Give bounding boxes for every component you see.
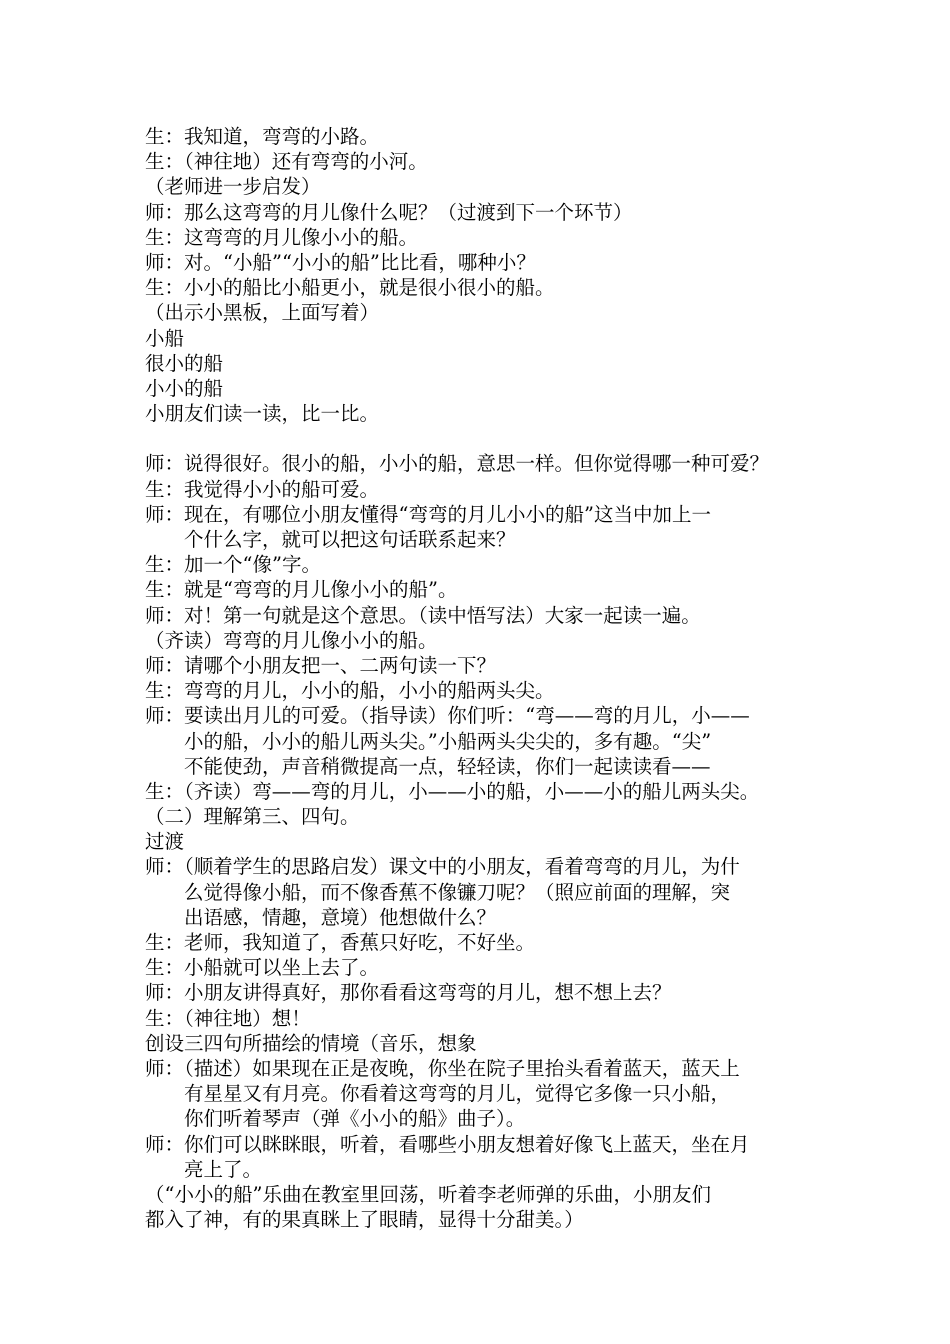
text-line: 都入了神，有的果真眯上了眼睛，显得十分甜美。） — [145, 1208, 584, 1232]
text-line: 师：那么这弯弯的月儿像什么呢？（过渡到下一个环节） — [145, 200, 633, 224]
text-line: 生：加一个“像”字。 — [145, 553, 321, 577]
text-line: 师：（描述）如果现在正是夜晚，你坐在院子里抬头看着蓝天，蓝天上 — [145, 1056, 740, 1080]
text-line: 师：说得很好。很小的船，小小的船，意思一样。但你觉得哪一种可爱？ — [145, 452, 770, 476]
text-line: 个什么字，就可以把这句话联系起来？ — [184, 528, 516, 551]
text-line: 生：弯弯的月儿，小小的船，小小的船两头尖。 — [145, 679, 555, 703]
text-line: 生：这弯弯的月儿像小小的船。 — [145, 225, 419, 249]
text-line: 生：（齐读）弯——弯的月儿，小——小的船，小——小的船儿两头尖。 — [145, 779, 760, 803]
text-line: 你们听着琴声（弹《小小的船》曲子）。 — [184, 1107, 526, 1131]
text-line: 亮上了。 — [184, 1157, 263, 1181]
text-line: 师：对！第一句就是这个意思。（读中悟写法）大家一起读一遍。 — [145, 603, 701, 627]
text-line: 生：（神往地）想！ — [145, 1006, 311, 1030]
blank-line — [145, 426, 825, 451]
text-line: 师：（顺着学生的思路启发）课文中的小朋友，看着弯弯的月儿，为什 — [145, 855, 740, 879]
text-line: 生：（神往地）还有弯弯的小河。 — [145, 150, 428, 174]
text-line: 小朋友们读一读，比一比。 — [145, 402, 380, 426]
text-line: （齐读）弯弯的月儿像小小的船。 — [145, 628, 438, 652]
text-line: 不能使劲，声音稍微提高一点，轻轻读，你们一起读读看—— — [184, 754, 711, 778]
text-line: 小小的船 — [145, 376, 224, 400]
text-line: 生：我知道，弯弯的小路。 — [145, 125, 380, 148]
text-line: （二）理解第三、四句。 — [145, 805, 360, 829]
text-line: 么觉得像小船，而不像香蕉不像镰刀呢？（照应前面的理解，突 — [184, 880, 731, 904]
text-line: 过渡 — [145, 830, 185, 854]
text-line: 师：对。“小船”“小小的船”比比看，哪种小？ — [145, 250, 536, 274]
text-line: 生：小小的船比小船更小，就是很小很小的船。 — [145, 276, 555, 300]
text-line: 出语感，情趣，意境）他想做什么？ — [184, 905, 497, 929]
text-line: 师：小朋友讲得真好，那你看看这弯弯的月儿，想不想上去？ — [145, 981, 672, 1005]
text-line: 师：现在，有哪位小朋友懂得“弯弯的月儿小小的船”这当中加上一 — [145, 502, 711, 526]
text-line: （出示小黑板，上面写着） — [145, 301, 380, 325]
text-line: 很小的船 — [145, 351, 224, 375]
text-line: 生：就是“弯弯的月儿像小小的船”。 — [145, 578, 458, 602]
text-line: 小船 — [145, 326, 185, 350]
text-line: 师：你们可以眯眯眼，听着，看哪些小朋友想着好像飞上蓝天，坐在月 — [145, 1132, 750, 1156]
text-line: 师：要读出月儿的可爱。（指导读）你们听：“弯——弯的月儿，小—— — [145, 704, 750, 728]
text-line: （“小小的船”乐曲在教室里回荡，听着李老师弹的乐曲，小朋友们 — [145, 1182, 711, 1206]
text-line: 师：请哪个小朋友把一、二两句读一下？ — [145, 653, 497, 677]
text-line: 创设三四句所描绘的情境（音乐，想象 — [145, 1031, 477, 1055]
text-line: 有星星又有月亮。你看着这弯弯的月儿，觉得它多像一只小船， — [184, 1082, 731, 1106]
text-line: 小的船，小小的船儿两头尖。”小船两头尖尖的，多有趣。“尖” — [184, 729, 712, 753]
text-line: 生：我觉得小小的船可爱。 — [145, 477, 380, 501]
text-line: 生：老师，我知道了，香蕉只好吃，不好坐。 — [145, 931, 536, 954]
text-line: 生：小船就可以坐上去了。 — [145, 956, 380, 980]
text-line: （老师进一步启发） — [145, 175, 321, 199]
lesson-transcript — [145, 124, 825, 1232]
